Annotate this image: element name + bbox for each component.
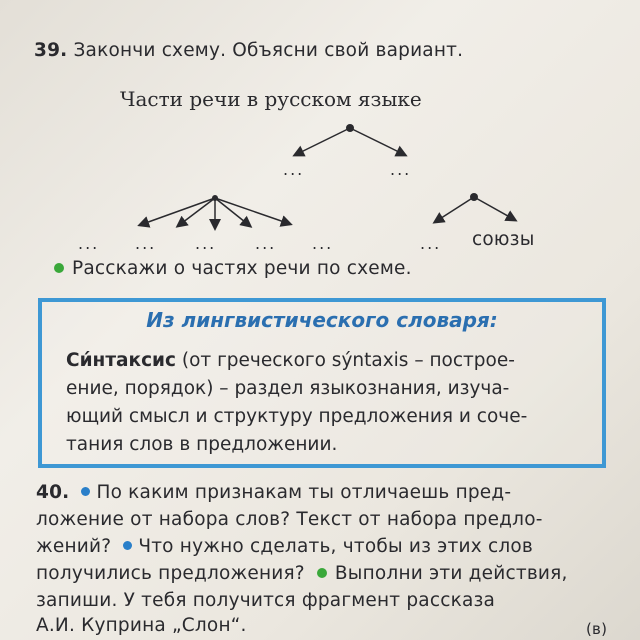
lower-placeholder-5: ... — [312, 234, 334, 253]
arrow-root-right — [350, 128, 405, 155]
exercise-40-text-4: Что нужно сделать, чтобы из этих слов — [138, 536, 533, 557]
exercise-40-line-1 — [36, 482, 511, 503]
upper-placeholder-1: ... — [283, 160, 305, 179]
dictionary-term: Си́нтаксис — [66, 350, 176, 371]
task-line-text: Расскажи о частях речи по схеме. — [72, 258, 412, 279]
arrow-left-2 — [178, 198, 215, 226]
lower-placeholder-2: ... — [135, 234, 157, 253]
dictionary-line-3: ющий смысл и структуру предложения и сочe- — [66, 406, 528, 427]
dictionary-box — [38, 298, 606, 468]
scheme-title: Части речи в русском языке — [120, 87, 422, 111]
exercise-40-number: 40. — [36, 482, 70, 503]
exercise-40-line-3 — [36, 536, 533, 557]
exercise-40-line-5: запиши. У тебя получится фрагмент рассказа — [36, 590, 496, 611]
lower-placeholder-4: ... — [255, 234, 277, 253]
blue-bullet-icon — [81, 487, 90, 496]
blue-bullet-icon — [123, 541, 132, 550]
exercise-40-line-2: ложение от набора слов? Текст от набора предло- — [36, 509, 543, 530]
arrow-right-left — [435, 197, 474, 222]
dictionary-line-2: ение, порядок) – раздел языкознания, изуча- — [66, 378, 510, 399]
right-placeholder: ... — [420, 234, 442, 253]
exercise-40-line-4 — [36, 563, 568, 584]
dictionary-heading: Из лингвистического словаря: — [146, 308, 498, 332]
exercise-39-instruction: Закончи схему. Объясни свой вариант. — [73, 40, 464, 61]
arrow-root-left — [295, 128, 350, 155]
arrow-right-right — [474, 197, 515, 220]
lower-placeholder-1: ... — [78, 234, 100, 253]
exercise-40-text-1: По каким признакам ты отличаешь пред- — [96, 482, 512, 503]
dictionary-line-4: тания слов в предложении. — [66, 434, 338, 455]
lower-placeholder-3: ... — [195, 234, 217, 253]
exercise-40-text-3: жений? — [36, 536, 112, 557]
upper-placeholder-2: ... — [390, 160, 412, 179]
exercise-39-number: 39. — [34, 40, 68, 61]
exercise-40-line-6: А.И. Куприна „Слон“. — [36, 615, 247, 636]
arrow-left-1 — [140, 198, 215, 225]
task-line — [54, 258, 412, 279]
dictionary-line-1 — [66, 350, 515, 371]
green-bullet-icon — [54, 263, 64, 273]
exercise-40-text-6: Выполни эти действия, — [334, 563, 568, 584]
label-conjunctions: союзы — [472, 229, 535, 250]
green-bullet-icon — [317, 568, 327, 578]
dictionary-line-1-text: (от греческого sýntaxis – построе- — [181, 350, 515, 371]
corner-mark: (в) — [586, 620, 608, 638]
arrow-left-4 — [215, 198, 250, 226]
exercise-40-text-5: получились предложения? — [36, 563, 305, 584]
arrow-left-5 — [215, 198, 290, 224]
